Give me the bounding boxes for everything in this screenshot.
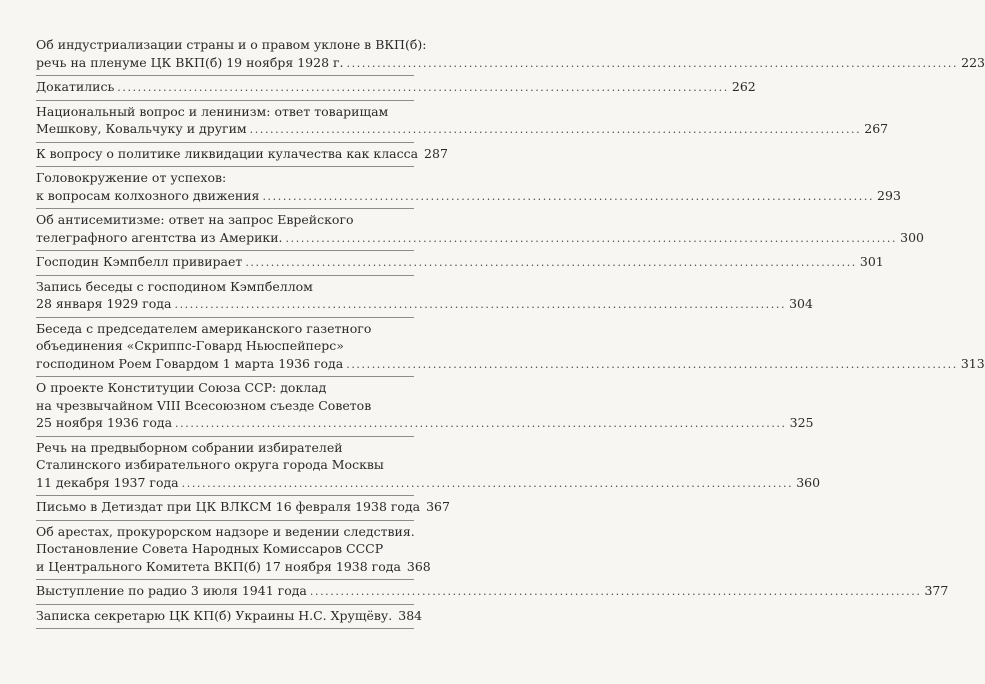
- toc-entry: [36, 318, 985, 378]
- toc-entry-last-line: [36, 582, 949, 601]
- toc-entry: [36, 521, 431, 581]
- page-number: 287: [424, 145, 448, 161]
- page-number: 267: [864, 121, 889, 136]
- dot-leader: ........................................................................................................................: [175, 417, 787, 430]
- toc-entry-title-line: объединения «Скриппс-Говард Ньюспейперс»: [36, 338, 344, 353]
- toc-entry-title-line: телеграфного агентства из Америки.: [36, 229, 283, 245]
- page-number: 223: [961, 54, 985, 70]
- page-number: 367: [426, 499, 450, 514]
- toc-entry-last-line: [36, 474, 821, 493]
- dot-leader: ........................................................................................................................: [285, 231, 898, 245]
- toc-entry: [36, 251, 884, 276]
- toc-entry-title-line: Сталинского избирательного округа города Москвы: [36, 457, 384, 472]
- toc-entry-last-line: [36, 498, 450, 517]
- dot-leader: ........................................................................................................................: [174, 298, 787, 311]
- dot-leader: ........................................................................................................................: [309, 585, 922, 598]
- toc-entry-title-line: Об антисемитизме: ответ на запрос Еврейского: [36, 212, 354, 227]
- toc-entry-title-line: Записка секретарю ЦК КП(б) Украины Н.С. Хрущёву.: [36, 607, 393, 623]
- toc-entry-title-line: Постановление Совета Народных Комиссаров СССР: [36, 541, 384, 556]
- toc-entry-title-line: К вопросу о политике ликвидации кулачества как класса: [36, 145, 419, 161]
- dot-leader: ........................................................................................................................: [249, 123, 862, 136]
- toc-entry-last-line: [36, 145, 448, 164]
- page-number: 262: [731, 79, 756, 94]
- toc-entry-last-line: [36, 54, 985, 73]
- dot-leader: ........................................................................................................................: [245, 256, 857, 269]
- table-of-contents: [36, 34, 985, 629]
- toc-entry-title-line: Письмо в Детиздат при ЦК ВЛКСМ 16 февраля 1938 года: [36, 499, 421, 514]
- toc-entry: [36, 276, 813, 318]
- toc-entry: [36, 437, 821, 497]
- toc-entry-title-line: 25 ноября 1936 года: [36, 415, 173, 430]
- toc-entry: [36, 34, 985, 76]
- toc-entry-title-line: Мешкову, Ковальчуку и другим: [36, 121, 247, 136]
- toc-entry-title-line: к вопросам колхозного движения: [36, 187, 260, 203]
- toc-entry: [36, 101, 889, 143]
- toc-entry: [36, 496, 450, 521]
- toc-entry-last-line: [36, 187, 901, 206]
- toc-entry-last-line: [36, 607, 423, 626]
- toc-entry-last-line: [36, 355, 985, 374]
- page-number: 300: [900, 229, 924, 245]
- toc-entry-title-line: господином Роем Говардом 1 марта 1936 года: [36, 355, 344, 371]
- page-number: 325: [789, 415, 814, 430]
- toc-entry: [36, 377, 814, 437]
- toc-entry-title-line: Об арестах, прокурорском надзоре и ведении следствия.: [36, 523, 415, 539]
- toc-entry: [36, 209, 924, 251]
- toc-entry-last-line: [36, 414, 814, 433]
- toc-entry-title-line: О проекте Конституции Союза ССР: доклад: [36, 380, 327, 395]
- toc-entry-title-line: и Центрального Комитета ВКП(б) 17 ноября 1938 года: [36, 558, 401, 574]
- toc-entry-title-line: Об индустриализации страны и о правом уклоне в ВКП(б):: [36, 37, 427, 52]
- toc-entry: [36, 580, 949, 605]
- toc-entry: [36, 76, 756, 101]
- page-number: 360: [796, 474, 821, 490]
- toc-entry-title-line: речь на пленуме ЦК ВКП(б) 19 ноября 1928 г.: [36, 54, 344, 70]
- toc-entry-last-line: [36, 295, 813, 314]
- toc-entry: [36, 167, 901, 209]
- page-number: 384: [398, 607, 423, 623]
- toc-entry-title-line: Речь на предвыборном собрании избирателей: [36, 439, 343, 455]
- toc-entry-title-line: Головокружение от успехов:: [36, 170, 227, 185]
- page-number: 293: [877, 187, 901, 203]
- page-number: 304: [789, 296, 813, 311]
- page-number: 301: [859, 254, 884, 269]
- toc-entry-title-line: Господин Кэмпбелл привирает: [36, 254, 243, 269]
- dot-leader: ........................................................................................................................: [346, 56, 959, 70]
- toc-entry-last-line: [36, 120, 889, 139]
- toc-entry-title-line: Выступление по радио 3 июля 1941 года: [36, 583, 307, 598]
- dot-leader: ........................................................................................................................: [346, 357, 958, 371]
- toc-entry-title-line: Докатились: [36, 79, 115, 94]
- toc-entry-last-line: [36, 558, 431, 577]
- page-number: 368: [406, 558, 431, 574]
- toc-entry-title-line: Запись беседы с господином Кэмпбеллом: [36, 278, 313, 294]
- toc-entry-last-line: [36, 78, 756, 97]
- toc-entry-last-line: [36, 229, 924, 248]
- dot-leader: ........................................................................................................................: [262, 189, 875, 203]
- page-number: 313: [960, 355, 985, 371]
- page-number: 377: [924, 583, 949, 598]
- toc-entry-title-line: 11 декабря 1937 года: [36, 474, 179, 490]
- toc-entry-last-line: [36, 253, 884, 272]
- toc-entry-title-line: Национальный вопрос и ленинизм: ответ товарищам: [36, 103, 389, 119]
- toc-entry: [36, 605, 423, 630]
- toc-entry-title-line: Беседа с председателем американского газетного: [36, 320, 372, 336]
- toc-entry-title-line: 28 января 1929 года: [36, 296, 172, 311]
- dot-leader: ........................................................................................................................: [117, 81, 729, 94]
- toc-entry-title-line: на чрезвычайном VIII Всесоюзном съезде Советов: [36, 397, 372, 413]
- toc-entry: [36, 143, 448, 168]
- dot-leader: ........................................................................................................................: [181, 476, 794, 490]
